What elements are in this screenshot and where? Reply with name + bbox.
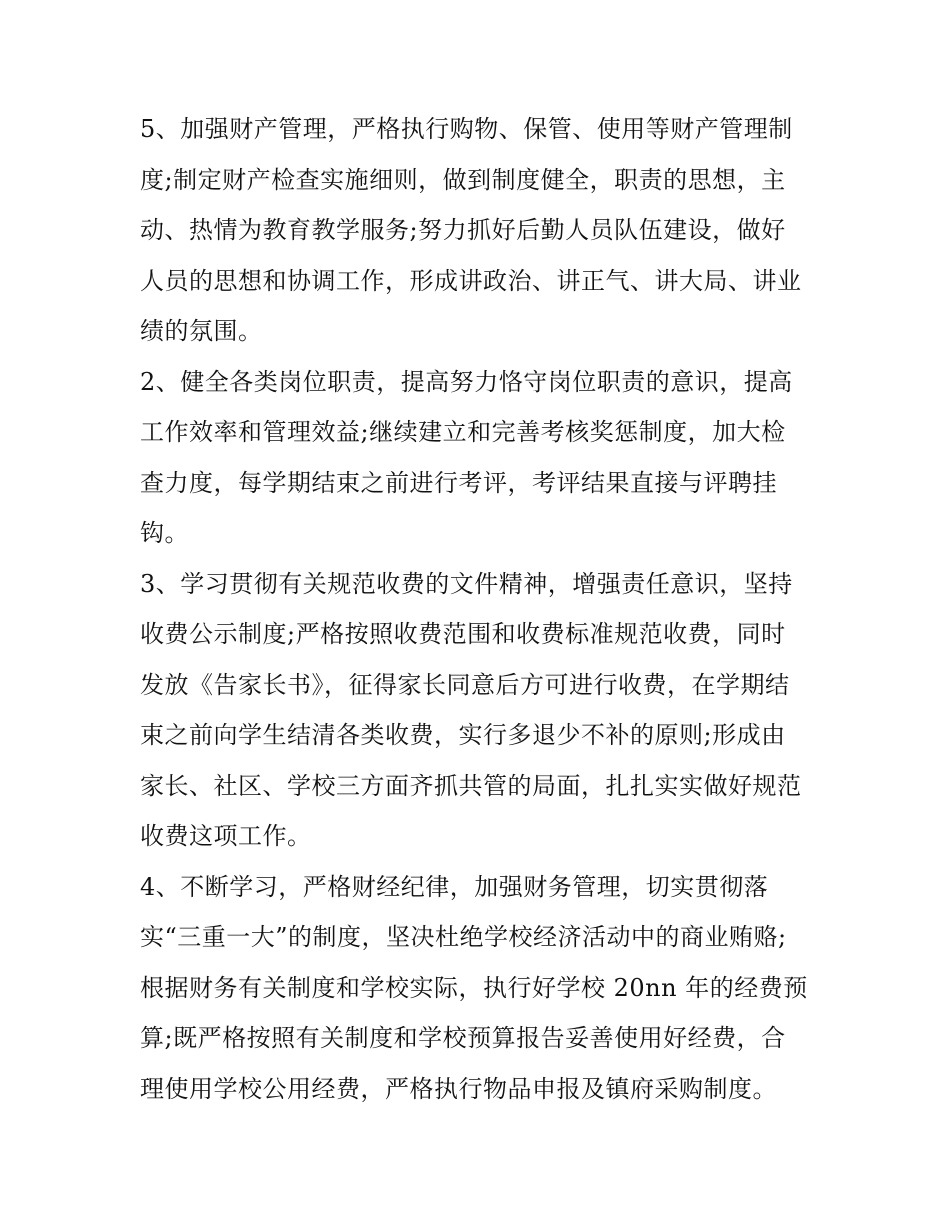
text-line: 度;制定财产检查实施细则，做到制度健全，职责的思想，主 (140, 165, 786, 194)
paragraph-property-management (140, 104, 820, 357)
text-line: 工作效率和管理效益;继续建立和完善考核奖惩制度，加大检 (140, 418, 786, 446)
text-line: 发放《告家长书》，征得家长同意后方可进行收费，在学期结 (140, 670, 790, 699)
text-line: 收费公示制度;严格按照收费范围和收费标准规范收费，同时 (140, 620, 786, 648)
text-line: 5、加强财产管理，严格执行购物、保管、使用等财产管理制 (140, 115, 793, 143)
text-line: 4、不断学习，严格财经纪律，加强财务管理，切实贯彻落 (140, 872, 769, 901)
text-line: 3、学习贯彻有关规范收费的文件精神，增强责任意识，坚持 (140, 569, 793, 598)
text-line: 收费这项工作。 (140, 822, 312, 850)
text-line: 根据财务有关制度和学校实际，执行好学校 20nn 年的经费预 (140, 973, 808, 1002)
text-line: 算;既严格按照有关制度和学校预算报告妥善使用好经费，合 (140, 1024, 786, 1052)
text-line: 人员的思想和协调工作，形成讲政治、讲正气、讲大局、讲业 (140, 266, 802, 295)
text-line: 动、热情为教育教学服务;努力抓好后勤人员队伍建设，做好 (140, 216, 786, 244)
text-line: 查力度，每学期结束之前进行考评，考评结果直接与评聘挂 (140, 468, 777, 497)
paragraph-financial-discipline (140, 862, 820, 1115)
paragraph-job-responsibilities (140, 357, 820, 559)
document-body (140, 104, 820, 1114)
text-line: 家长、社区、学校三方面齐抓共管的局面，扎扎实实做好规范 (140, 771, 802, 800)
text-line: 钩。 (140, 519, 189, 547)
paragraph-fee-regulation (140, 559, 820, 862)
text-line: 理使用学校公用经费，严格执行物品申报及镇府采购制度。 (140, 1074, 777, 1103)
text-line: 束之前向学生结清各类收费，实行多退少不补的原则;形成由 (140, 721, 786, 749)
text-line: 实“三重一大”的制度，坚决杜绝学校经济活动中的商业贿赂; (140, 923, 787, 951)
text-line: 绩的氛围。 (140, 317, 263, 345)
text-line: 2、健全各类岗位职责，提高努力恪守岗位职责的意识，提高 (140, 367, 793, 396)
